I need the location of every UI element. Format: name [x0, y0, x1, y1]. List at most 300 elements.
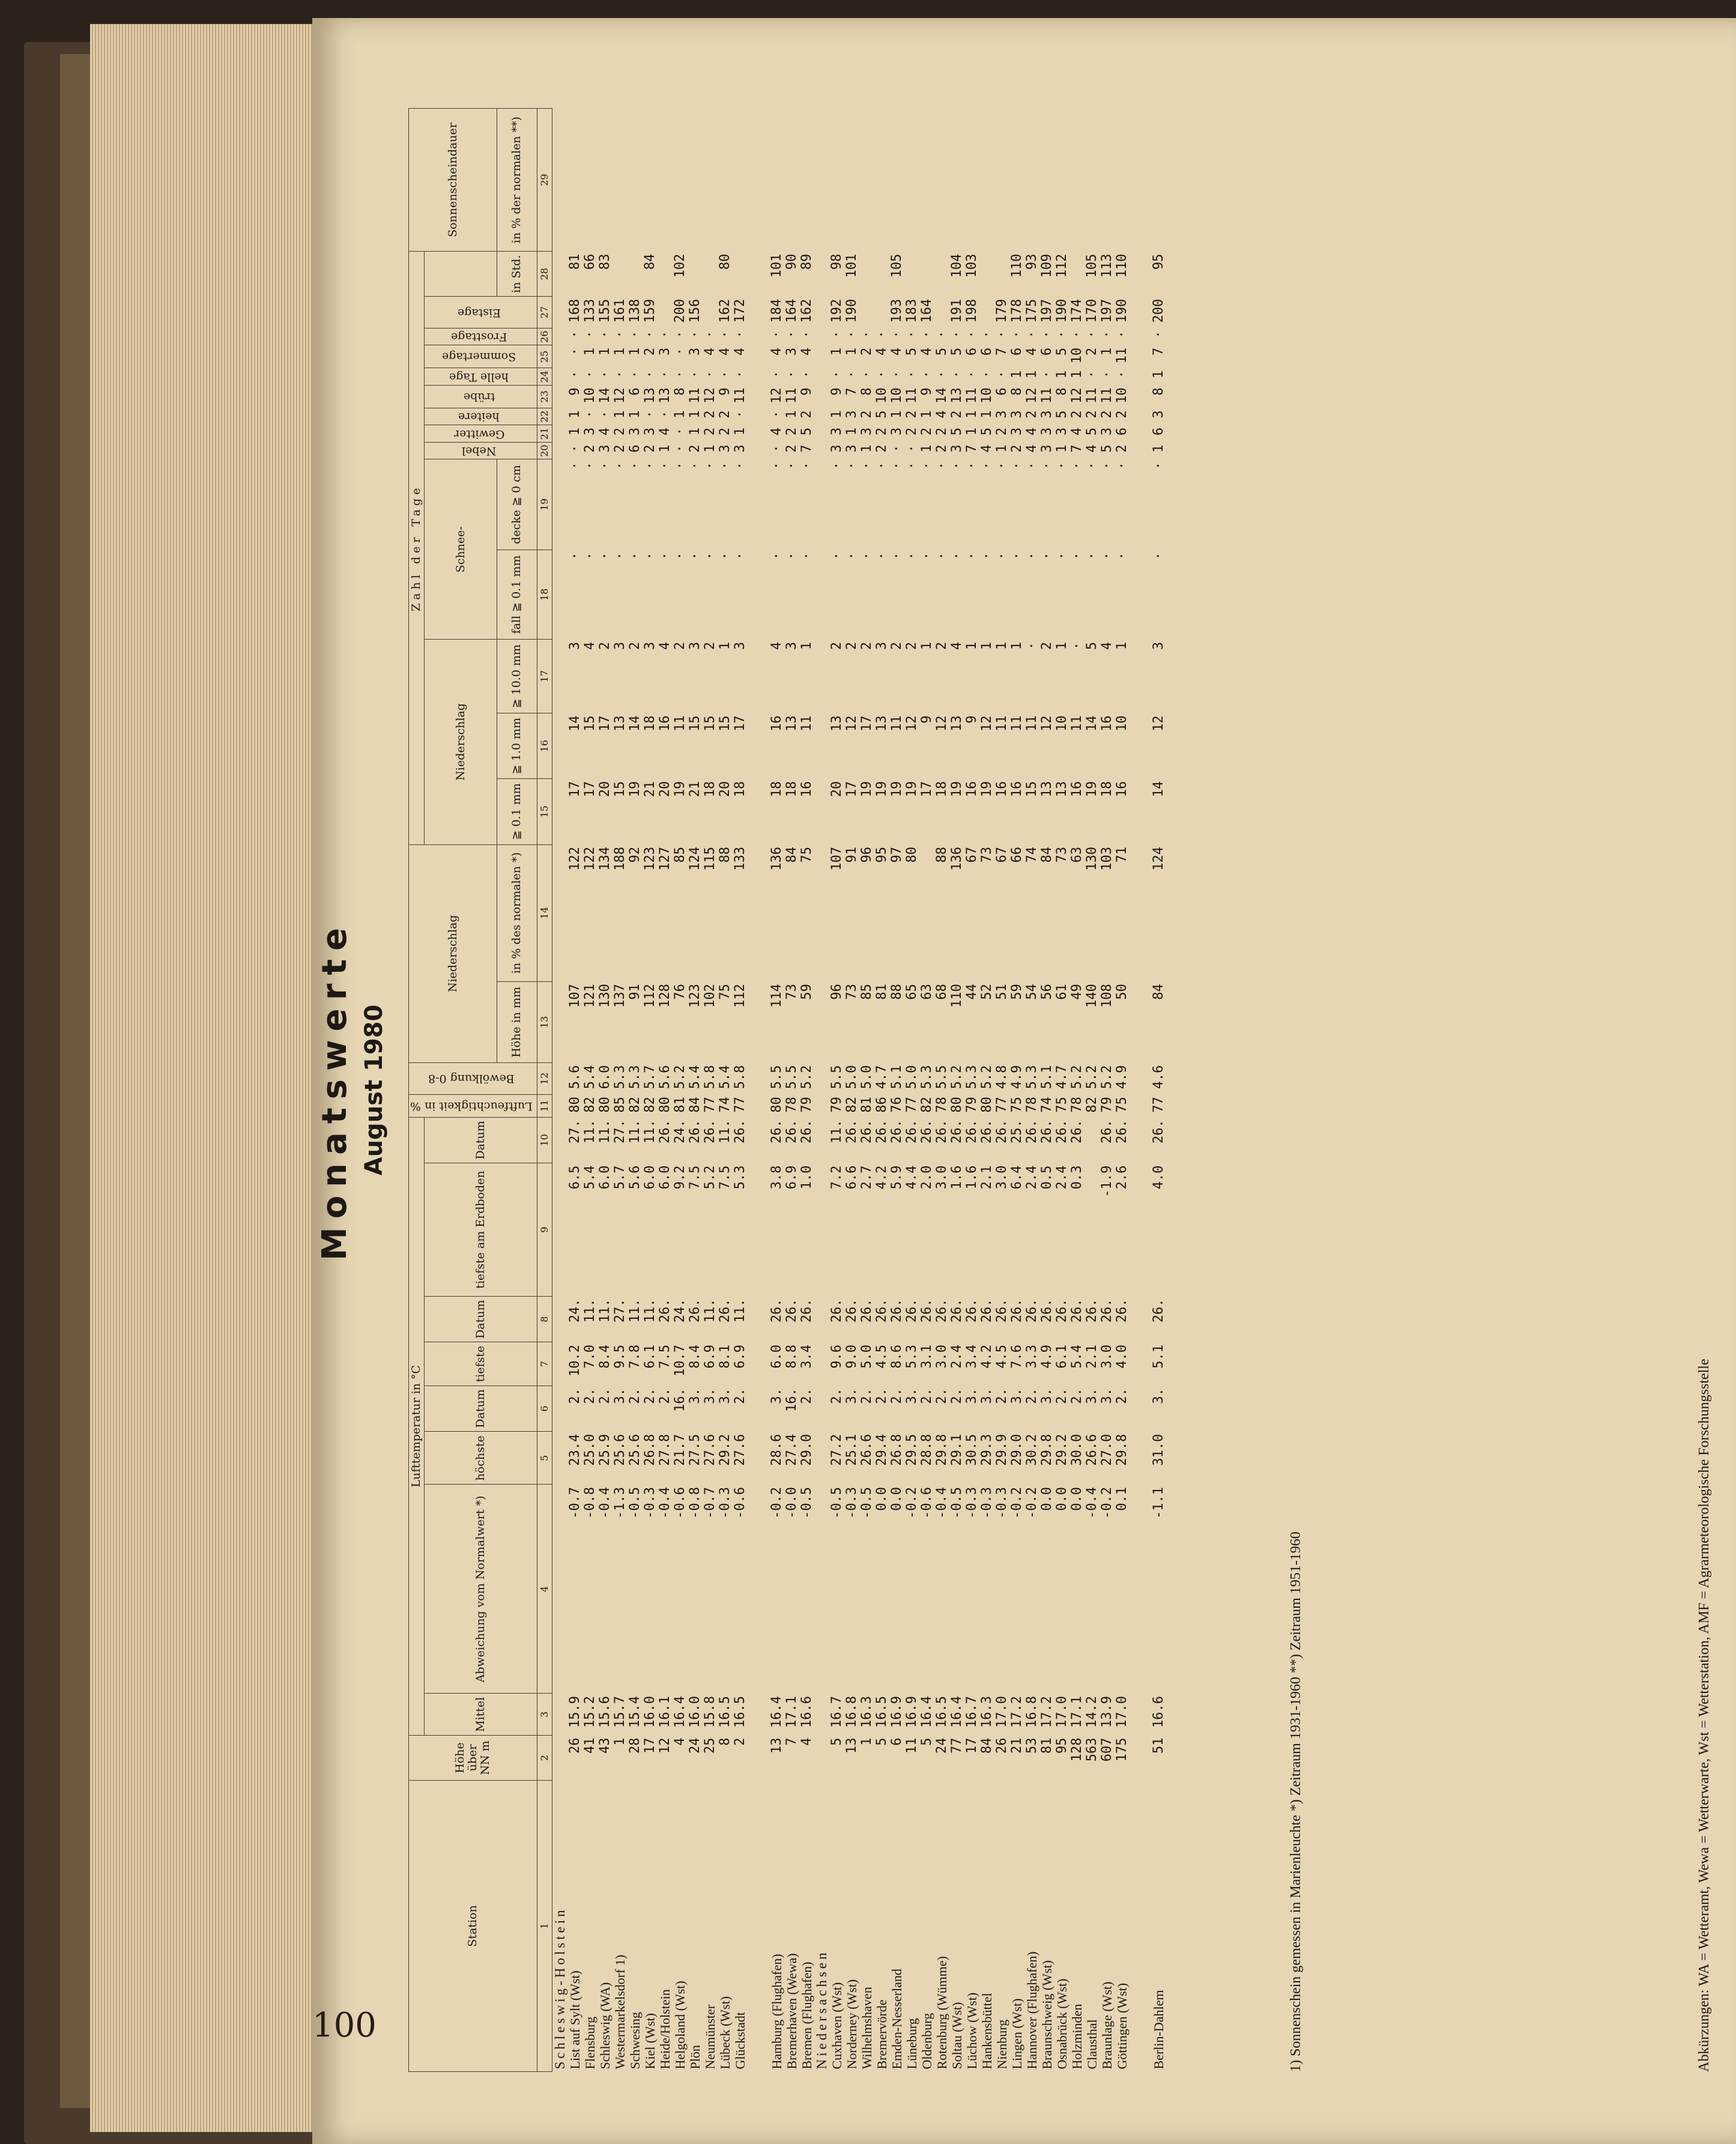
table-cell: 175 [1024, 298, 1039, 323]
table-cell: 1 [784, 410, 799, 419]
header-heitere: heitere [424, 408, 537, 425]
table-cell: 192 [829, 298, 844, 323]
table-cell: 190 [1114, 298, 1130, 323]
table-row [904, 109, 919, 2072]
table-cell: 89 [799, 253, 814, 270]
table-cell: 16.6 [799, 1695, 814, 1728]
header-eistage: Eistage [424, 297, 537, 329]
table-row [799, 109, 814, 2072]
table-cell: 5 [829, 1737, 844, 1746]
table-cell: · [949, 370, 964, 379]
table-cell: 3. [1039, 1388, 1054, 1404]
table-cell: 6 [1009, 347, 1024, 356]
table-cell: 16 [1099, 715, 1114, 731]
table-cell: 16 [1009, 781, 1024, 798]
table-cell: 8 [672, 387, 688, 396]
table-cell: 1 [799, 641, 814, 650]
table-cell: 4.9 [1114, 1065, 1130, 1089]
table-cell: · [732, 330, 748, 339]
table-cell: · [672, 370, 688, 379]
header-bewoelkung: Bewölkung 0-8 [409, 1063, 537, 1095]
table-cell [904, 252, 919, 297]
table-row [919, 109, 934, 2072]
table-cell: · [687, 461, 703, 470]
table-cell: 2. [934, 1388, 949, 1404]
table-cell: 11 [1009, 715, 1024, 731]
table-cell: 8 [1054, 387, 1069, 396]
table-cell: 12 [844, 715, 859, 731]
table-cell: 2 [859, 641, 874, 650]
table-cell: 4.9 [1009, 1065, 1024, 1089]
table-cell: 14 [1084, 715, 1099, 731]
table-cell: 5.3 [627, 1065, 643, 1089]
table-cell: 19 [949, 781, 964, 798]
table-cell: 2. [919, 1388, 934, 1404]
table-cell: · [769, 370, 784, 379]
table-cell: 1 [994, 641, 1009, 650]
table-cell: 67 [994, 847, 1009, 863]
table-cell: 29.5 [904, 1434, 919, 1466]
table-cell: 26. [979, 1119, 994, 1143]
table-cell: 20 [717, 781, 733, 798]
table-cell: · [859, 370, 874, 379]
header-abweichung: Abweichung vom Normalwert *) [424, 1485, 537, 1694]
table-cell: 11 [964, 387, 979, 404]
table-cell: · [1114, 552, 1130, 560]
table-cell: 16. [672, 1388, 688, 1412]
table-cell: 17 [732, 715, 748, 731]
table-cell: 16.5 [732, 1695, 748, 1728]
table-cell: 4.7 [1054, 1065, 1069, 1089]
column-number: 15 [537, 779, 552, 844]
table-cell: 80 [717, 253, 733, 270]
header-niederschlag-tage: Niederschlag [424, 640, 497, 844]
table-cell: · [687, 370, 703, 379]
table-cell: 12 [979, 715, 994, 731]
table-cell: 124 [687, 847, 703, 871]
table-cell: 1 [1069, 370, 1084, 379]
table-cell: 5 [949, 347, 964, 356]
table-cell: · [717, 552, 733, 560]
table-cell: 91 [627, 984, 643, 1000]
table-cell: 6 [889, 1737, 904, 1746]
table-cell: 79 [829, 1097, 844, 1113]
table-cell: 2 [612, 444, 628, 453]
table-cell: 1 [732, 427, 748, 436]
table-cell: 15.9 [567, 1695, 582, 1728]
table-cell: 2 [934, 444, 949, 453]
table-cell: 16.7 [964, 1695, 979, 1728]
table-cell: · [1114, 330, 1130, 339]
table-cell: 78 [784, 1097, 799, 1113]
table-cell: 75 [1009, 1097, 1024, 1113]
table-cell: · [1069, 641, 1084, 650]
table-cell: 16.1 [657, 1695, 673, 1728]
table-cell: · [642, 410, 658, 419]
table-cell: 3 [829, 444, 844, 453]
table-cell: · [1009, 330, 1024, 339]
table-cell: 6.9 [784, 1165, 799, 1190]
table-cell: 2 [1069, 410, 1084, 419]
table-cell: 13 [1054, 781, 1069, 798]
table-cell: -0.3 [964, 1487, 979, 1519]
table-cell: 79 [799, 1097, 814, 1113]
table-cell: 26. [919, 1119, 934, 1143]
table-cell: 16.3 [979, 1695, 994, 1728]
table-cell: 4 [1069, 427, 1084, 436]
table-cell: 121 [582, 984, 597, 1008]
table-row [1039, 109, 1054, 2072]
table-cell: 3 [859, 427, 874, 436]
table-cell: 3 [627, 427, 643, 436]
table-cell: 81 [859, 1097, 874, 1113]
table-cell: 19 [979, 781, 994, 798]
table-cell: 4.6 [1151, 1065, 1166, 1089]
header-sonne-std: in Std. [497, 252, 537, 297]
table-cell: 16.0 [687, 1695, 703, 1728]
table-cell: 26. [994, 1298, 1009, 1323]
table-cell: 51 [1151, 1737, 1166, 1754]
table-cell: 13 [642, 387, 658, 404]
table-cell: 103 [1099, 847, 1114, 871]
header-niederschlag-pct: in % des normalen *) [497, 844, 537, 981]
table-cell: 122 [582, 847, 597, 871]
table-cell: · [934, 330, 949, 339]
table-cell: 5.4 [582, 1065, 597, 1089]
table-cell: 28.8 [919, 1434, 934, 1466]
table-cell [1084, 1117, 1099, 1163]
table-cell: 4 [1024, 444, 1039, 453]
header-sonnenscheindauer: Sonnenscheindauer [409, 109, 497, 252]
table-cell: · [612, 552, 628, 560]
table-cell: · [582, 461, 597, 470]
table-cell: 3 [1039, 427, 1054, 436]
table-cell: 5.2 [979, 1065, 994, 1089]
table-cell: 140 [1084, 984, 1099, 1008]
table-cell: 13.9 [1099, 1695, 1114, 1728]
table-cell: 3 [612, 641, 628, 650]
table-cell: 80 [567, 1097, 582, 1113]
station-name: Osnabrück (Wst) [1054, 1978, 1069, 2070]
table-cell: 170 [1084, 298, 1099, 323]
table-row [874, 109, 889, 2072]
table-cell: 16.4 [769, 1695, 784, 1728]
table-cell: · [1151, 461, 1166, 470]
table-cell: 4 [949, 641, 964, 650]
table-cell: 27.5 [687, 1434, 703, 1466]
table-cell: 27.4 [784, 1434, 799, 1466]
header-station: Station [409, 1781, 537, 2072]
table-cell: 26. [1069, 1298, 1084, 1323]
table-cell: 11 [1084, 387, 1099, 404]
table-cell [628, 252, 643, 297]
table-cell: · [657, 330, 673, 339]
table-cell: 5.5 [784, 1065, 799, 1089]
table-cell: 82 [642, 1097, 658, 1113]
table-cell: 74 [717, 1097, 733, 1113]
table-cell: 1 [1099, 347, 1114, 356]
table-cell: · [769, 461, 784, 470]
table-cell: · [582, 552, 597, 560]
table-cell: · [672, 427, 688, 436]
table-cell: 2 [687, 444, 703, 453]
table-cell: 15 [612, 781, 628, 798]
column-number: 18 [537, 550, 552, 640]
table-cell: 2 [1024, 410, 1039, 419]
table-cell: 2. [859, 1388, 874, 1404]
table-cell: 107 [829, 847, 844, 871]
table-cell: 104 [949, 253, 964, 278]
page-title: Monatswerte [315, 919, 354, 1261]
table-cell: -0.3 [717, 1487, 733, 1519]
table-cell: · [784, 461, 799, 470]
table-cell: 19 [889, 781, 904, 798]
table-cell: 3 [1151, 410, 1166, 419]
table-cell: 1 [829, 347, 844, 356]
table-cell: 15 [702, 715, 718, 731]
column-number: 19 [537, 459, 552, 550]
table-cell: 29.2 [717, 1434, 733, 1466]
table-cell: 4.4 [904, 1165, 919, 1190]
rotated-content [303, 108, 1736, 2072]
table-cell: 5.1 [1151, 1344, 1166, 1369]
table-cell: 3 [732, 641, 748, 650]
table-cell: · [994, 370, 1009, 379]
table-cell: 1 [844, 347, 859, 356]
table-cell: 2 [784, 427, 799, 436]
station-name: Schwesing [627, 2012, 643, 2070]
station-name: Göttingen (Wst) [1114, 1982, 1130, 2070]
table-cell: 11 [889, 715, 904, 731]
table-cell: 27. [567, 1119, 582, 1143]
group-spacer [814, 109, 829, 2072]
table-cell: 4 [979, 444, 994, 453]
table-cell: 190 [1054, 298, 1069, 323]
table-cell: 75 [1114, 1097, 1130, 1113]
table-cell: 4.5 [994, 1344, 1009, 1369]
table-cell: 20 [597, 781, 612, 798]
table-cell: 52 [979, 984, 994, 1000]
group-spacer [552, 109, 567, 2072]
table-cell: 77 [1151, 1097, 1166, 1113]
table-cell: 2 [904, 641, 919, 650]
table-cell: 2 [732, 1737, 748, 1746]
table-cell: 114 [769, 984, 784, 1008]
table-cell: 83 [597, 253, 612, 270]
table-cell: 2 [642, 347, 658, 356]
table-cell: 16.5 [934, 1695, 949, 1728]
table-cell: 13 [612, 715, 628, 731]
station-name: Bremervörde [874, 1999, 889, 2070]
table-cell: 1 [627, 410, 643, 419]
table-cell: 11 [904, 1737, 919, 1754]
table-cell: 2 [1114, 444, 1130, 453]
table-cell: 3 [642, 427, 658, 436]
table-cell: 1 [567, 427, 582, 436]
table-cell: 5 [919, 1737, 934, 1746]
table-cell: 2 [994, 427, 1009, 436]
table-cell: · [859, 461, 874, 470]
table-cell: 112 [732, 984, 748, 1008]
table-cell: 7.5 [657, 1344, 673, 1369]
table-cell: 1.6 [964, 1165, 979, 1190]
table-cell: · [874, 330, 889, 339]
weather-table [408, 108, 1166, 2072]
table-cell: 19 [672, 781, 688, 798]
table-cell [934, 252, 949, 297]
table-cell: · [829, 461, 844, 470]
table-cell: 164 [919, 298, 934, 323]
table-row [769, 109, 784, 2072]
table-cell: 5 [949, 427, 964, 436]
table-cell: 76 [672, 984, 688, 1000]
table-cell: 26. [964, 1119, 979, 1143]
table-cell: 26. [1114, 1119, 1130, 1143]
table-cell: 5 [934, 347, 949, 356]
station-name: Emden-Nesserland [889, 1969, 904, 2070]
header-truebe: trübe [424, 385, 537, 408]
abbreviations-note: Abkürzungen: WA = Wetteramt, Wewa = Wetterwarte, Wst = Wetterstation, AMF = Agrarmeteorologische Forschungsstelle [1696, 1358, 1712, 2072]
table-cell: 3 [784, 347, 799, 356]
table-row [703, 109, 718, 2072]
group-gap [1130, 109, 1151, 2072]
table-cell: 8.4 [687, 1344, 703, 1369]
column-number: 20 [537, 442, 552, 459]
station-name: Berlin-Dahlem [1151, 1990, 1166, 2070]
table-cell: 2. [597, 1388, 612, 1404]
table-cell: 26. [657, 1119, 673, 1143]
table-cell: · [672, 330, 688, 339]
table-cell: -0.6 [672, 1487, 688, 1519]
table-cell [658, 252, 673, 297]
table-cell: 122 [567, 847, 582, 871]
table-row [673, 109, 688, 2072]
column-number: 21 [537, 425, 552, 443]
table-cell: 16.7 [829, 1695, 844, 1728]
table-cell: 0.3 [1069, 1165, 1084, 1190]
table-cell: 3 [994, 410, 1009, 419]
table-cell: 8 [717, 1737, 733, 1746]
table-row [718, 109, 733, 2072]
table-cell: 4 [1024, 347, 1039, 356]
table-row [567, 109, 582, 2072]
table-cell: · [687, 330, 703, 339]
table-cell: 17.1 [784, 1695, 799, 1728]
table-cell: 3 [567, 641, 582, 650]
table-cell: 98 [829, 253, 844, 270]
table-cell: 3.0 [994, 1165, 1009, 1190]
table-cell: · [1084, 330, 1099, 339]
table-cell: · [889, 330, 904, 339]
table-cell: 13 [829, 715, 844, 731]
header-ns-1: ≧ 1.0 mm [497, 713, 537, 778]
table-cell: -0.2 [1009, 1487, 1024, 1519]
table-cell: 16 [799, 781, 814, 798]
table-row [994, 109, 1009, 2072]
table-cell: 14 [627, 715, 643, 731]
table-cell: 18 [784, 781, 799, 798]
group-gap [748, 109, 769, 2072]
table-cell: 20 [829, 781, 844, 798]
table-cell: 67 [964, 847, 979, 863]
table-cell: 2 [1084, 410, 1099, 419]
table-cell: 16.8 [844, 1695, 859, 1728]
table-cell: 8.8 [784, 1344, 799, 1369]
table-cell: -0.5 [829, 1487, 844, 1519]
table-cell: · [844, 330, 859, 339]
table-cell: 1 [829, 410, 844, 419]
table-row [1084, 109, 1099, 2072]
table-cell: · [1054, 330, 1069, 339]
table-cell: 2 [1039, 641, 1054, 650]
table-cell: 2.4 [1054, 1165, 1069, 1190]
header-lufttemperatur: Lufttemperatur in °C [409, 1117, 425, 1735]
table-cell: 1 [702, 444, 718, 453]
table-cell: 12 [612, 387, 628, 404]
table-cell: 3.4 [799, 1344, 814, 1369]
table-cell: 4 [657, 427, 673, 436]
table-cell: 26. [687, 1298, 703, 1323]
table-cell: · [1024, 641, 1039, 650]
table-cell: 1 [1024, 370, 1039, 379]
table-cell: 1 [964, 427, 979, 436]
table-cell: 5.2 [672, 1065, 688, 1089]
table-cell: 137 [612, 984, 628, 1008]
table-cell: 138 [627, 298, 643, 323]
table-cell: 77 [732, 1097, 748, 1113]
table-cell: · [949, 330, 964, 339]
table-cell: 183 [904, 298, 919, 323]
table-cell: 5.2 [702, 1165, 718, 1190]
table-cell: 50 [1114, 984, 1130, 1000]
table-cell: · [597, 330, 612, 339]
table-cell: 26.8 [642, 1434, 658, 1466]
table-cell: · [769, 444, 784, 453]
table-cell: 26. [949, 1298, 964, 1323]
table-cell [859, 297, 874, 329]
table-cell: · [672, 347, 688, 356]
table-cell: · [642, 370, 658, 379]
table-cell: 2. [949, 1388, 964, 1404]
table-cell: 5.5 [934, 1065, 949, 1089]
table-cell: 26 [567, 1737, 582, 1754]
table-cell: 11 [687, 387, 703, 404]
table-cell: 109 [1039, 253, 1054, 278]
table-cell: 18 [769, 781, 784, 798]
table-cell: 13 [949, 387, 964, 404]
table-cell: · [904, 370, 919, 379]
table-cell: 4.9 [1039, 1344, 1054, 1369]
table-cell: 5.1 [1039, 1065, 1054, 1089]
table-cell: 2. [567, 1388, 582, 1404]
table-row [1054, 109, 1069, 2072]
table-cell: 12 [1069, 387, 1084, 404]
table-cell: 7 [994, 347, 1009, 356]
table-cell: 198 [964, 298, 979, 323]
header-schneefall: fall ≧ 0.1 mm [497, 550, 537, 640]
table-cell: · [934, 552, 949, 560]
table-cell: 8.1 [717, 1344, 733, 1369]
table-cell: 110 [1114, 253, 1130, 278]
table-cell: 16. [784, 1388, 799, 1412]
table-cell: 82 [919, 1097, 934, 1113]
page-subtitle: August 1980 [360, 1004, 388, 1176]
table-cell: -0.5 [799, 1487, 814, 1519]
table-cell: 2 [597, 641, 612, 650]
table-cell: -0.3 [844, 1487, 859, 1519]
table-cell: 30.5 [964, 1434, 979, 1466]
table-cell: · [904, 330, 919, 339]
